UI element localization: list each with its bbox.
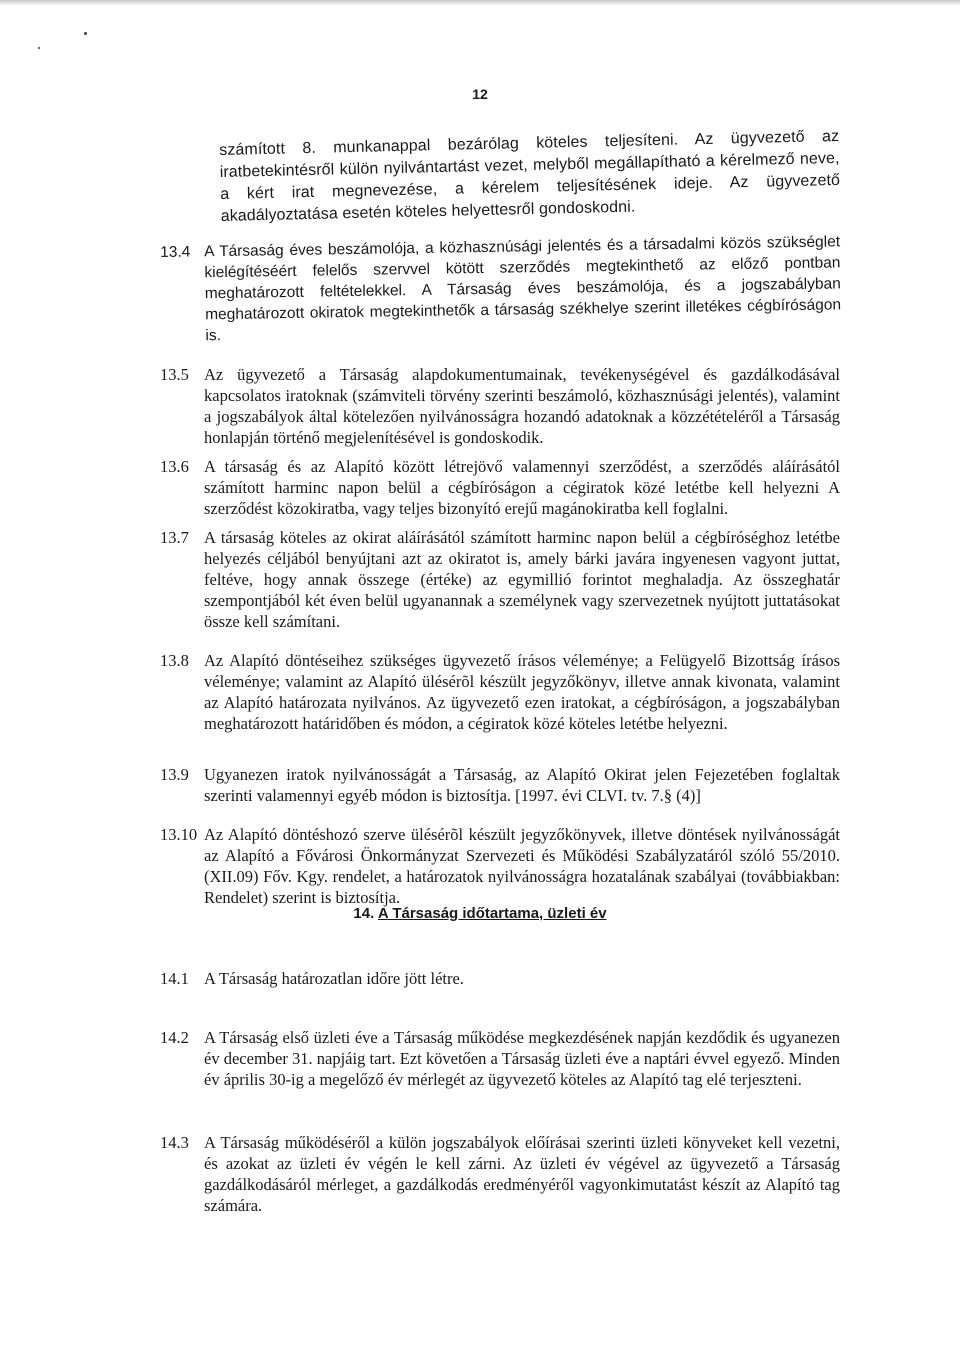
section-text: A Társaság határozatlan időre jött létre. bbox=[204, 969, 464, 988]
section-text: Az Alapító döntéseihez szükséges ügyvezető írásos véleménye; a Felügyelő Bizottság írásos véleménye; valamint az Alapító ülésérõl készült jegyzőkönyv, illetve annak kivonata, valamint az Alapító határozata nyilvános. Az ügyvezető ezen iratokat, a cégbíróságon, a jogszabályban meghatározott határidőben és módon, a cégiratok közé köteles letétbe helyezni. bbox=[204, 651, 840, 733]
section-number: 13.5 bbox=[160, 365, 189, 384]
section-13-8 bbox=[160, 650, 840, 734]
section-14-1 bbox=[160, 968, 840, 989]
chapter-number: 14. bbox=[353, 905, 375, 922]
section-number: 13.4 bbox=[160, 243, 191, 261]
section-text: A Társaság első üzleti éve a Társaság működése megkezdésének napján kezdődik és ugyanezen év december 31. napjáig tart. Ezt követően a Társaság üzleti éve a naptári évvel egyező. Minden év április 30-ig a megelőző év mérlegét az ügyvezető köteles az Alapító tag elé terjeszteni. bbox=[204, 1028, 840, 1089]
section-13-5 bbox=[160, 364, 840, 448]
section-13-7 bbox=[160, 527, 840, 632]
section-14-2 bbox=[160, 1027, 840, 1090]
scan-speck bbox=[84, 32, 87, 35]
chapter-title: A Társaság időtartama, üzleti év bbox=[377, 905, 607, 922]
section-13-10 bbox=[160, 824, 840, 908]
section-text: Ugyanezen iratok nyilvánosságát a Társaság, az Alapító Okirat jelen Fejezetében foglaltak szerinti valamennyi egyéb módon is biztosítja. [1997. évi CLVI. tv. 7.§ (4)] bbox=[204, 765, 840, 805]
section-text: A Társaság működéséről a külön jogszabályok előírásai szerinti üzleti könyveket kell vezetni, és azokat az üzleti év végén le kell zárni. Az üzleti év végével az ügyvezető a Társaság gazdálkodásáról mérleget, a gazdálkodás eredményéről vagyonkimutatást készít az Alapító tag számára. bbox=[204, 1133, 840, 1215]
section-number: 14.2 bbox=[160, 1028, 189, 1047]
section-13-6 bbox=[160, 456, 840, 519]
intro-paragraph: számított 8. munkanappal bezárólag köteles teljesíteni. Az ügyvezető az iratbetekintésről külön nyilvántartást vezet, melyből megállapítható a kérelmező neve, a kért irat megnevezése, a kérelem teljesítésének ideje. Az ügyvezető akadályoztatása esetén köteles helyettesről gondoskodni. bbox=[219, 127, 841, 225]
chapter-heading bbox=[0, 905, 960, 922]
section-14-3 bbox=[160, 1132, 840, 1216]
section-number: 14.3 bbox=[160, 1133, 189, 1152]
scan-edge-shadow bbox=[0, 0, 960, 6]
section-number: 13.7 bbox=[160, 528, 189, 547]
section-number: 13.6 bbox=[160, 457, 189, 476]
section-number: 14.1 bbox=[160, 969, 189, 988]
section-text: A társaság és az Alapító között létrejövő valamennyi szerződést, a szerződés aláírásától számított harminc napon belül a cégbíróságon a cégiratok közé letétbe kell helyezni A szerződést közokiratba, vagy teljes bizonyító erejű magánokiratba kell foglalni. bbox=[204, 457, 840, 518]
section-text: Az ügyvezető a Társaság alapdokumentumainak, tevékenységével és gazdálkodásával kapcsolatos iratoknak (számviteli törvény szerinti beszámoló, közhasznúsági jelentés), valamint a jogszabályok által kötelezően nyilvánosságra hozandó adatoknak a közzétételéről a Társaság honlapján történő megjelenítésével is gondoskodik. bbox=[204, 365, 840, 447]
section-text: A társaság köteles az okirat aláírásától számított harminc napon belül a cégbíróséghoz letétbe helyezés céljából benyújtani azt az okiratot is, amely bárki javára ingyenesen vagyont juttat, feltéve, hogy annak összege (értéke) az egymillió forintot meghaladja. Az összeghatár szempontjából két éven belül ugyanannak a személynek vagy szervezetnek nyújtott juttatásokat össze kell számítani. bbox=[204, 528, 840, 631]
section-number: 13.8 bbox=[160, 651, 189, 670]
scan-speck bbox=[38, 47, 40, 49]
section-text: A Társaság éves beszámolója, a közhasznúsági jelentés és a társadalmi közös szükséglet kielégítéséért felelős szervvel kötött szerződés megtekinthető az előző pontban meghatározott feltételekkel. A Társaság éves beszámolója, és a jogszabályban meghatározott okiratok megtekinthetők a társaság székhelye szerint illetékes cégbíróságon is. bbox=[204, 233, 842, 345]
section-number: 13.10 bbox=[160, 825, 198, 844]
section-text: Az Alapító döntéshozó szerve ülésérõl készült jegyzőkönyvek, illetve döntések nyilvánosságát az Alapító a Fővárosi Önkormányzat Szervezeti és Működési Szabályzatáról szóló 55/2010. (XII.09) Főv. Kgy. rendelet, a határozatok nyilvánosságra hozatalának szabályai (továbbiakban: Rendelet) szerint is biztosítja. bbox=[204, 825, 840, 907]
section-number: 13.9 bbox=[160, 765, 189, 784]
section-13-9 bbox=[160, 764, 840, 806]
page-number: 12 bbox=[472, 86, 488, 102]
section-13-4 bbox=[160, 231, 842, 347]
